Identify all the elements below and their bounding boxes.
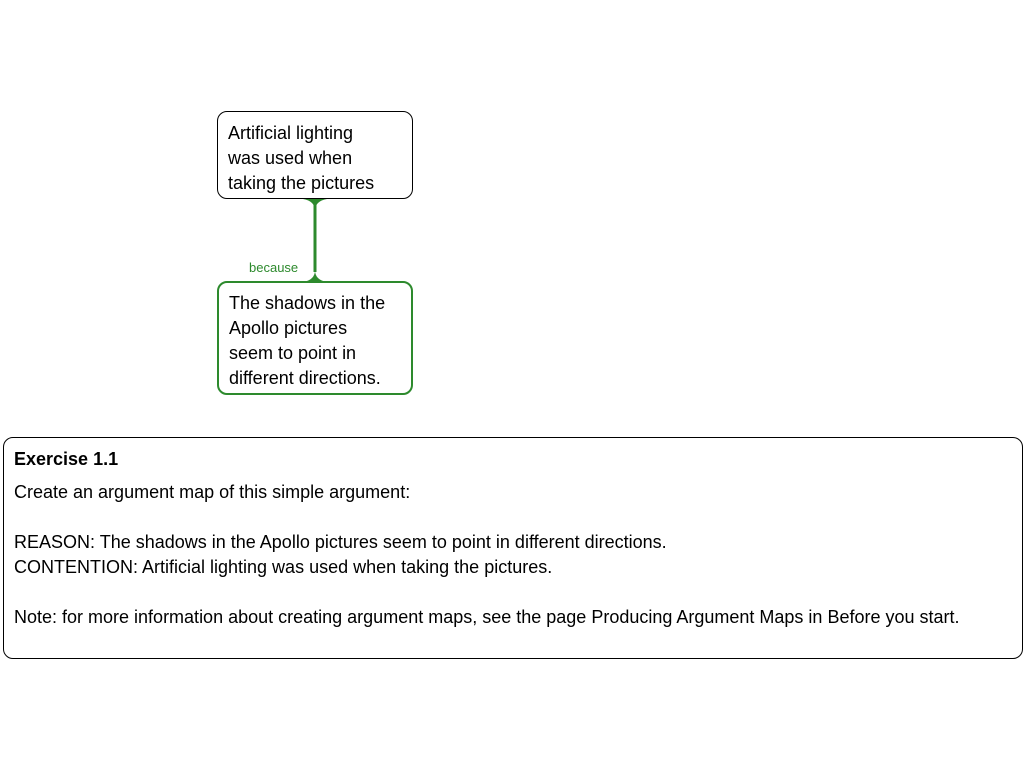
contention-text-line: was used when — [228, 148, 353, 168]
because-label: because — [249, 260, 299, 275]
reason-text-line: different directions. — [229, 368, 381, 388]
exercise-note: Note: for more information about creating argument maps, see the page Producing Argument Maps in Before you start. — [14, 607, 960, 627]
exercise-instruction: Create an argument map of this simple argument: — [14, 482, 411, 502]
exercise-reason-line: REASON: The shadows in the Apollo pictures seem to point in different directions. — [14, 532, 667, 552]
contention-text-line: taking the pictures — [228, 173, 375, 193]
reason-box[interactable] — [217, 281, 413, 395]
exercise-panel — [3, 437, 1023, 659]
reason-text-line: The shadows in the — [229, 293, 386, 313]
contention-box[interactable] — [217, 111, 413, 199]
connector-top-flare — [303, 199, 327, 211]
reason-text-line: Apollo pictures — [229, 318, 348, 338]
reason-text-line: seem to point in — [229, 343, 357, 363]
contention-text-line: Artificial lighting — [228, 123, 354, 143]
exercise-title: Exercise 1.1 — [14, 449, 119, 469]
paragraph-spacer — [14, 580, 1012, 605]
paragraph-spacer — [14, 505, 1012, 530]
exercise-contention-line: CONTENTION: Artificial lighting was used when taking the pictures. — [14, 557, 553, 577]
